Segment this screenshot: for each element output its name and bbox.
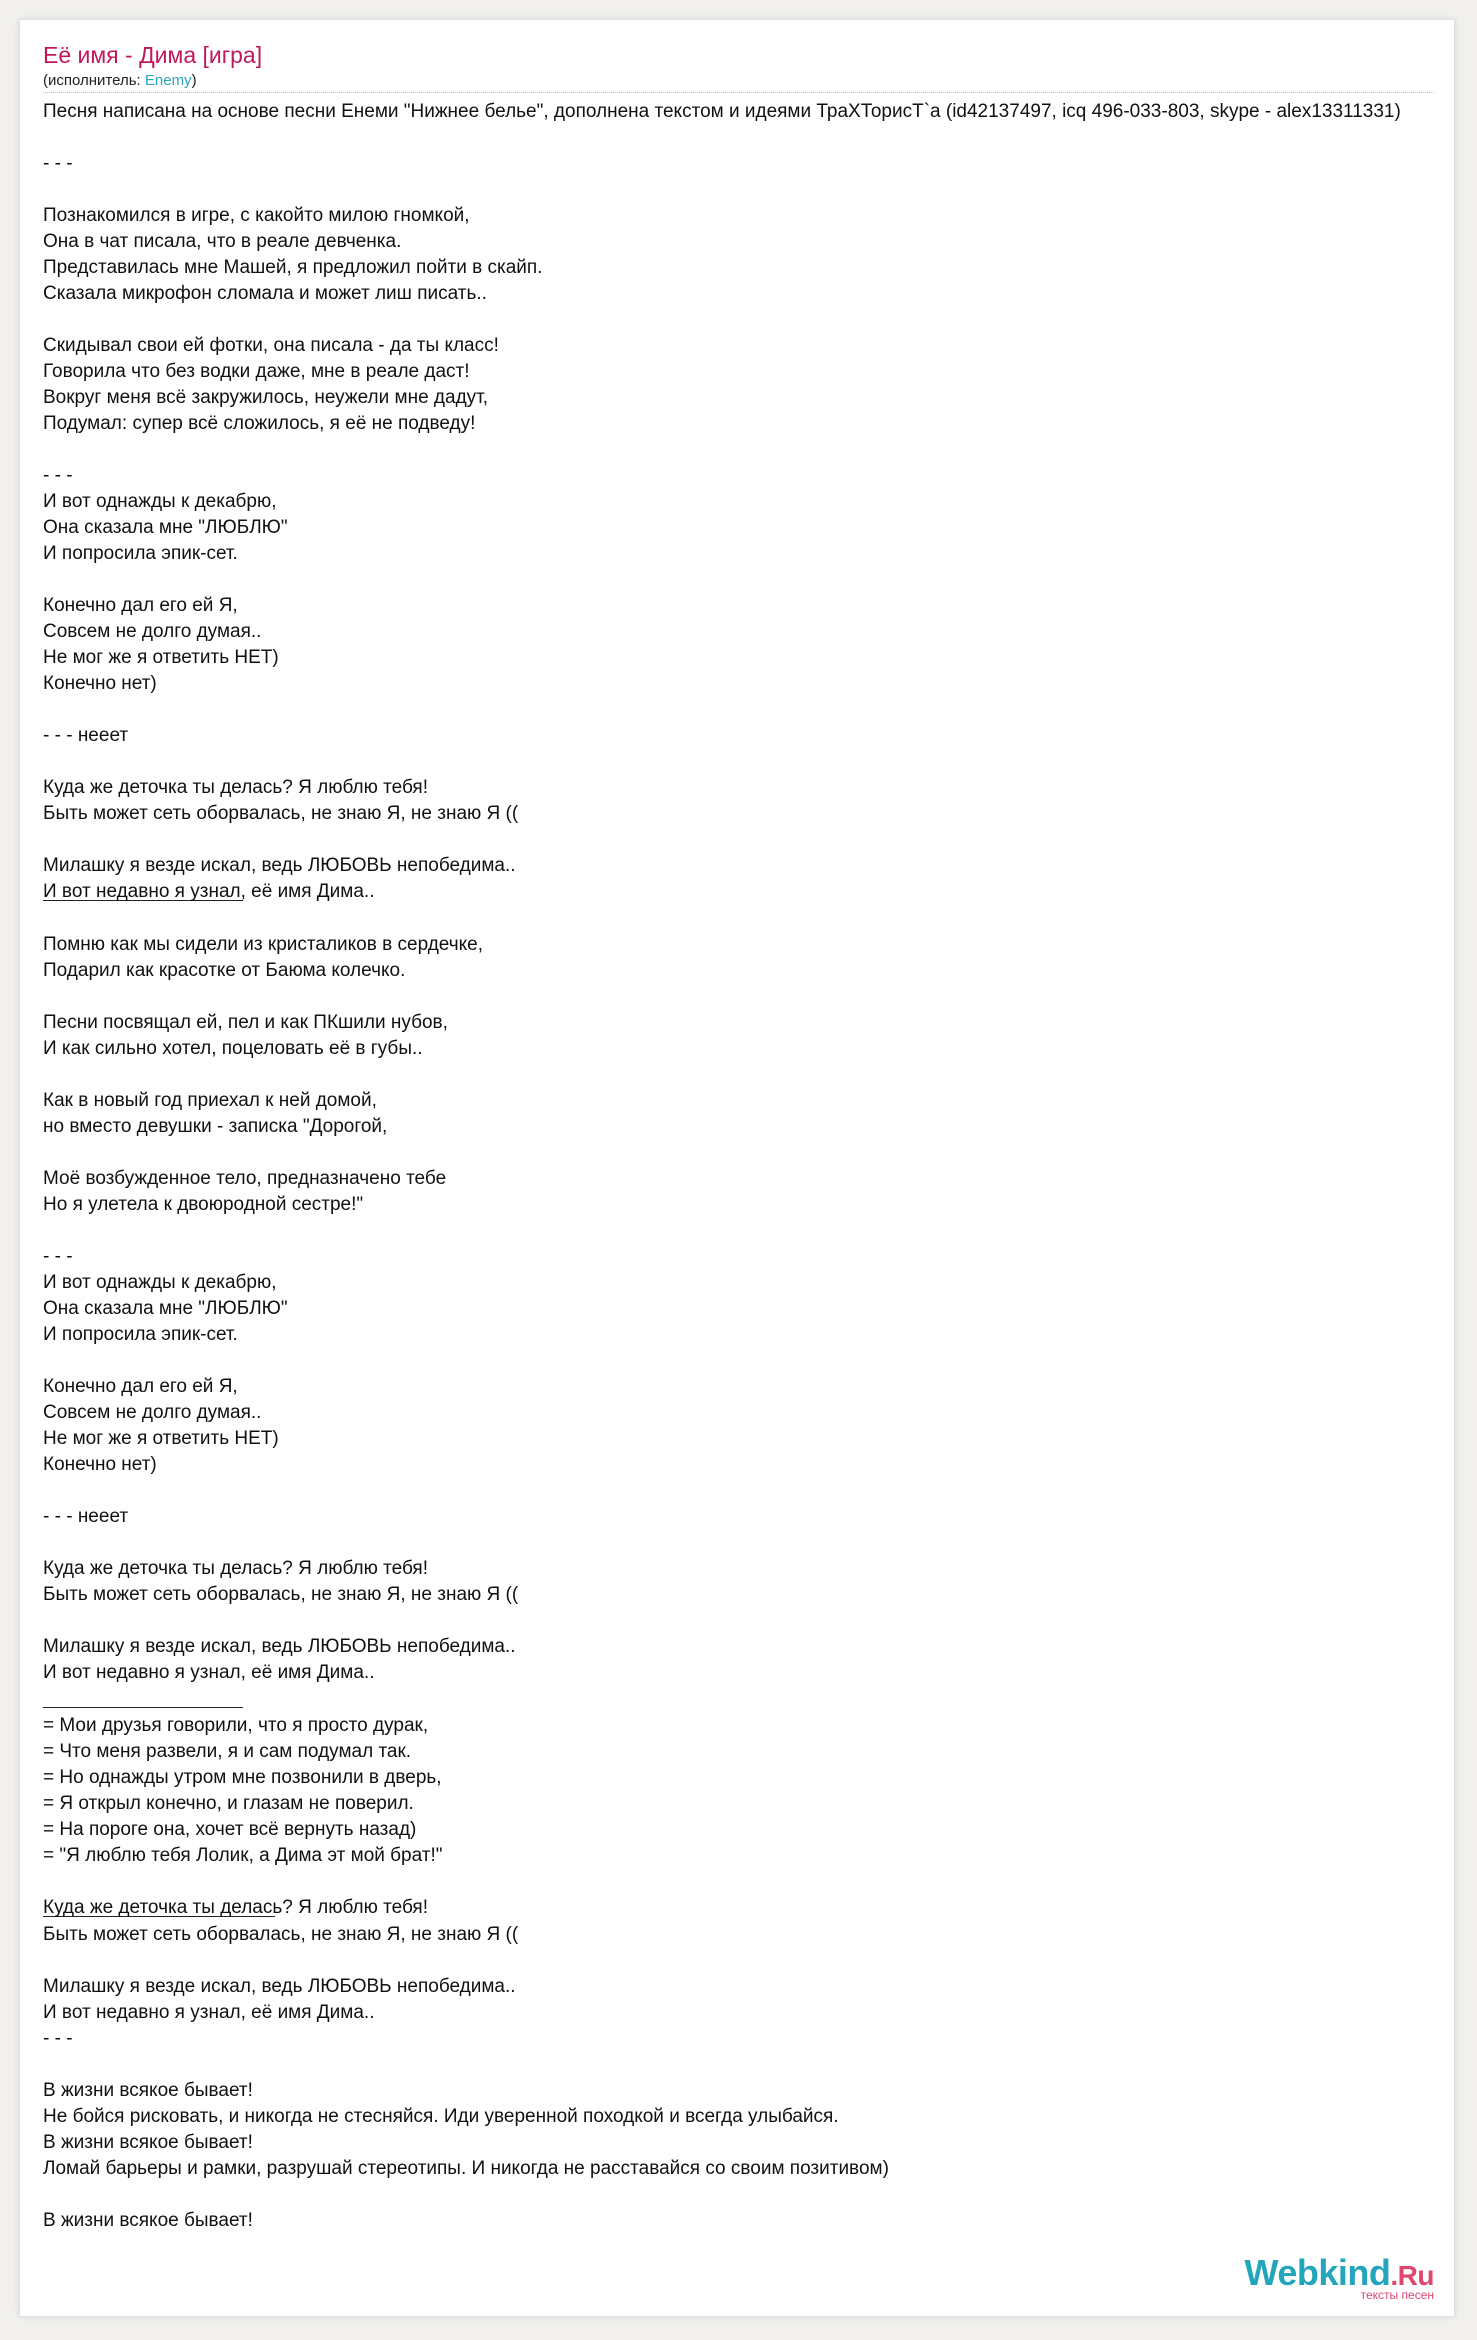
lyric-line: [43, 567, 1455, 593]
lyric-line: Быть может сеть оборвалась, не знаю Я, не знаю Я ((: [43, 803, 519, 824]
lyric-line: Конечно нет): [43, 673, 157, 694]
lyric-line: Но я улетела к двоюродной сестре!": [43, 1194, 364, 1215]
lyric-line: [43, 2182, 1455, 2208]
lyric-line: И попросила эпик-сет.: [43, 1324, 238, 1345]
lyric-line: Помню как мы сидели из кристаликов в сердечке,: [43, 934, 483, 955]
lyric-line: [43, 1948, 1455, 1974]
lyric-line: но вместо девушки - записка "Дорогой,: [43, 1116, 388, 1137]
lyric-line: Скидывал свои ей фотки, она писала - да ты класс!: [43, 335, 499, 356]
artist-byline: [43, 72, 197, 89]
lyric-line: Познакомился в игре, с какойто милою гномкой,: [43, 205, 470, 226]
lyric-line: Она сказала мне "ЛЮБЛЮ": [43, 517, 288, 538]
lyric-line: Быть может сеть оборвалась, не знаю Я, не знаю Я ((: [43, 1924, 519, 1945]
lyric-line: [43, 1348, 1455, 1374]
lyric-line: Как в новый год приехал к ней домой,: [43, 1090, 377, 1111]
lyric-line: [43, 125, 1455, 151]
artist-link[interactable]: Enemy: [144, 72, 192, 89]
lyric-line: И как сильно хотел, поцеловать её в губы..: [43, 1038, 423, 1059]
lyric-line: И вот недавно я узнал, её имя Дима..: [43, 2002, 375, 2023]
lyric-line: [43, 177, 1455, 203]
lyric-line: Не мог же я ответить НЕТ): [43, 1428, 279, 1449]
lyric-line: И вот недавно я узнал, её имя Дима..: [43, 1662, 375, 1683]
lyric-line: В жизни всякое бывает!: [43, 2210, 253, 2231]
lyric-line: Совсем не долго думая..: [43, 1402, 262, 1423]
lyric-line: [43, 749, 1455, 775]
lyric-line: Милашку я везде искал, ведь ЛЮБОВЬ непобедима..: [43, 1636, 516, 1657]
lyric-line: Она сказала мне "ЛЮБЛЮ": [43, 1298, 288, 1319]
lyric-line: Совсем не долго думая..: [43, 621, 262, 642]
lyric-line: - - -: [43, 153, 73, 174]
lyric-line: [43, 1218, 1455, 1244]
lyric-line: [43, 1869, 1455, 1895]
lyric-line: Говорила что без водки даже, мне в реале даст!: [43, 361, 470, 382]
lyric-line: = Мои друзья говорили, что я просто дурак,: [43, 1715, 429, 1736]
lyric-line: Сказала микрофон сломала и может лиш писать..: [43, 283, 487, 304]
lyric-line: Песня написана на основе песни Енеми "Нижнее белье", дополнена текстом и идеями ТраХТорисТ`а (id42137497, icq 496-033-803, skype - alex13311331): [43, 101, 1401, 122]
lyric-line: Представилась мне Машей, я предложил пойти в скайп.: [43, 257, 543, 278]
lyric-line: - - - нееет: [43, 725, 129, 746]
logo-suffix: .Ru: [1390, 2260, 1434, 2291]
lyric-line: = Что меня развели, я и сам подумал так.: [43, 1741, 412, 1762]
song-card: [19, 19, 1455, 2317]
lyric-line: Она в чат писала, что в реале девченка.: [43, 231, 402, 252]
lyric-line: [43, 437, 1455, 463]
lyric-line: [43, 1140, 1455, 1166]
lyric-line: [43, 1062, 1455, 1088]
lyric-line: = Но однажды утром мне позвонили в дверь,: [43, 1767, 442, 1788]
lyric-line: И вот однажды к декабрю,: [43, 1272, 277, 1293]
lyric-line: = Я открыл конечно, и глазам не поверил.: [43, 1793, 414, 1814]
lyric-line: В жизни всякое бывает!: [43, 2080, 253, 2101]
lyric-line: Конечно нет): [43, 1454, 157, 1475]
lyric-line: = На пороге она, хочет всё вернуть назад): [43, 1819, 417, 1840]
lyric-line: Моё возбужденное тело, предназначено тебе: [43, 1168, 447, 1189]
lyric-line: [43, 1530, 1455, 1556]
lyric-line: - - -: [43, 2028, 73, 2049]
lyric-line: [43, 1478, 1455, 1504]
lyric-line: = "Я люблю тебя Лолик, а Дима эт мой брат!": [43, 1845, 443, 1866]
lyric-line: [43, 307, 1455, 333]
lyric-line: - - - нееет: [43, 1506, 129, 1527]
lyric-line: Песни посвящал ей, пел и как ПКшили нубов,: [43, 1012, 448, 1033]
section-separator: [43, 1707, 243, 1708]
lyric-line: Не мог же я ответить НЕТ): [43, 647, 279, 668]
header-divider: [43, 92, 1434, 93]
lyric-line: [43, 984, 1455, 1010]
lyric-line: В жизни всякое бывает!: [43, 2132, 253, 2153]
song-title: Её имя - Дима [игра]: [43, 42, 263, 68]
lyric-line: [43, 1608, 1455, 1634]
lyric-line: [43, 697, 1455, 723]
site-logo[interactable]: [1245, 2252, 1434, 2302]
lyric-line: Куда же деточка ты делась? Я люблю тебя!: [43, 777, 428, 798]
lyrics-text: [43, 99, 1455, 2234]
logo-main: Webkind: [1244, 2252, 1391, 2293]
lyric-line: Конечно дал его ей Я,: [43, 595, 238, 616]
lyric-line: [43, 1686, 1455, 1712]
lyric-line: Конечно дал его ей Я,: [43, 1376, 238, 1397]
artist-prefix: (исполнитель:: [43, 72, 145, 89]
lyric-line: - - -: [43, 465, 73, 486]
lyric-line: И вот недавно я узнал, её имя Дима..: [43, 881, 375, 902]
logo-tagline: тексты песен: [1360, 2288, 1434, 2302]
lyric-line: Не бойся рисковать, и никогда не стесняйся. Иди уверенной походкой и всегда улыбайся.: [43, 2106, 839, 2127]
lyric-line: Милашку я везде искал, ведь ЛЮБОВЬ непобедима..: [43, 1976, 516, 1997]
lyric-line: [43, 2052, 1455, 2078]
lyric-line: Быть может сеть оборвалась, не знаю Я, не знаю Я ((: [43, 1584, 519, 1605]
lyric-line: Вокруг меня всё закружилось, неужели мне дадут,: [43, 387, 489, 408]
lyric-line: [43, 906, 1455, 932]
lyric-line: И попросила эпик-сет.: [43, 543, 238, 564]
lyric-line: Подумал: супер всё сложилось, я её не подведу!: [43, 413, 476, 434]
lyric-line: И вот однажды к декабрю,: [43, 491, 277, 512]
artist-suffix: ): [191, 72, 197, 89]
lyric-line: [43, 827, 1455, 853]
lyric-line: Ломай барьеры и рамки, разрушай стереотипы. И никогда не расставайся со своим позитивом): [43, 2158, 889, 2179]
lyric-line: Куда же деточка ты делась? Я люблю тебя!: [43, 1897, 428, 1918]
lyric-line: Куда же деточка ты делась? Я люблю тебя!: [43, 1558, 428, 1579]
lyric-line: - - -: [43, 1246, 73, 1267]
lyric-line: Милашку я везде искал, ведь ЛЮБОВЬ непобедима..: [43, 855, 516, 876]
lyric-line: Подарил как красотке от Баюма колечко.: [43, 960, 406, 981]
